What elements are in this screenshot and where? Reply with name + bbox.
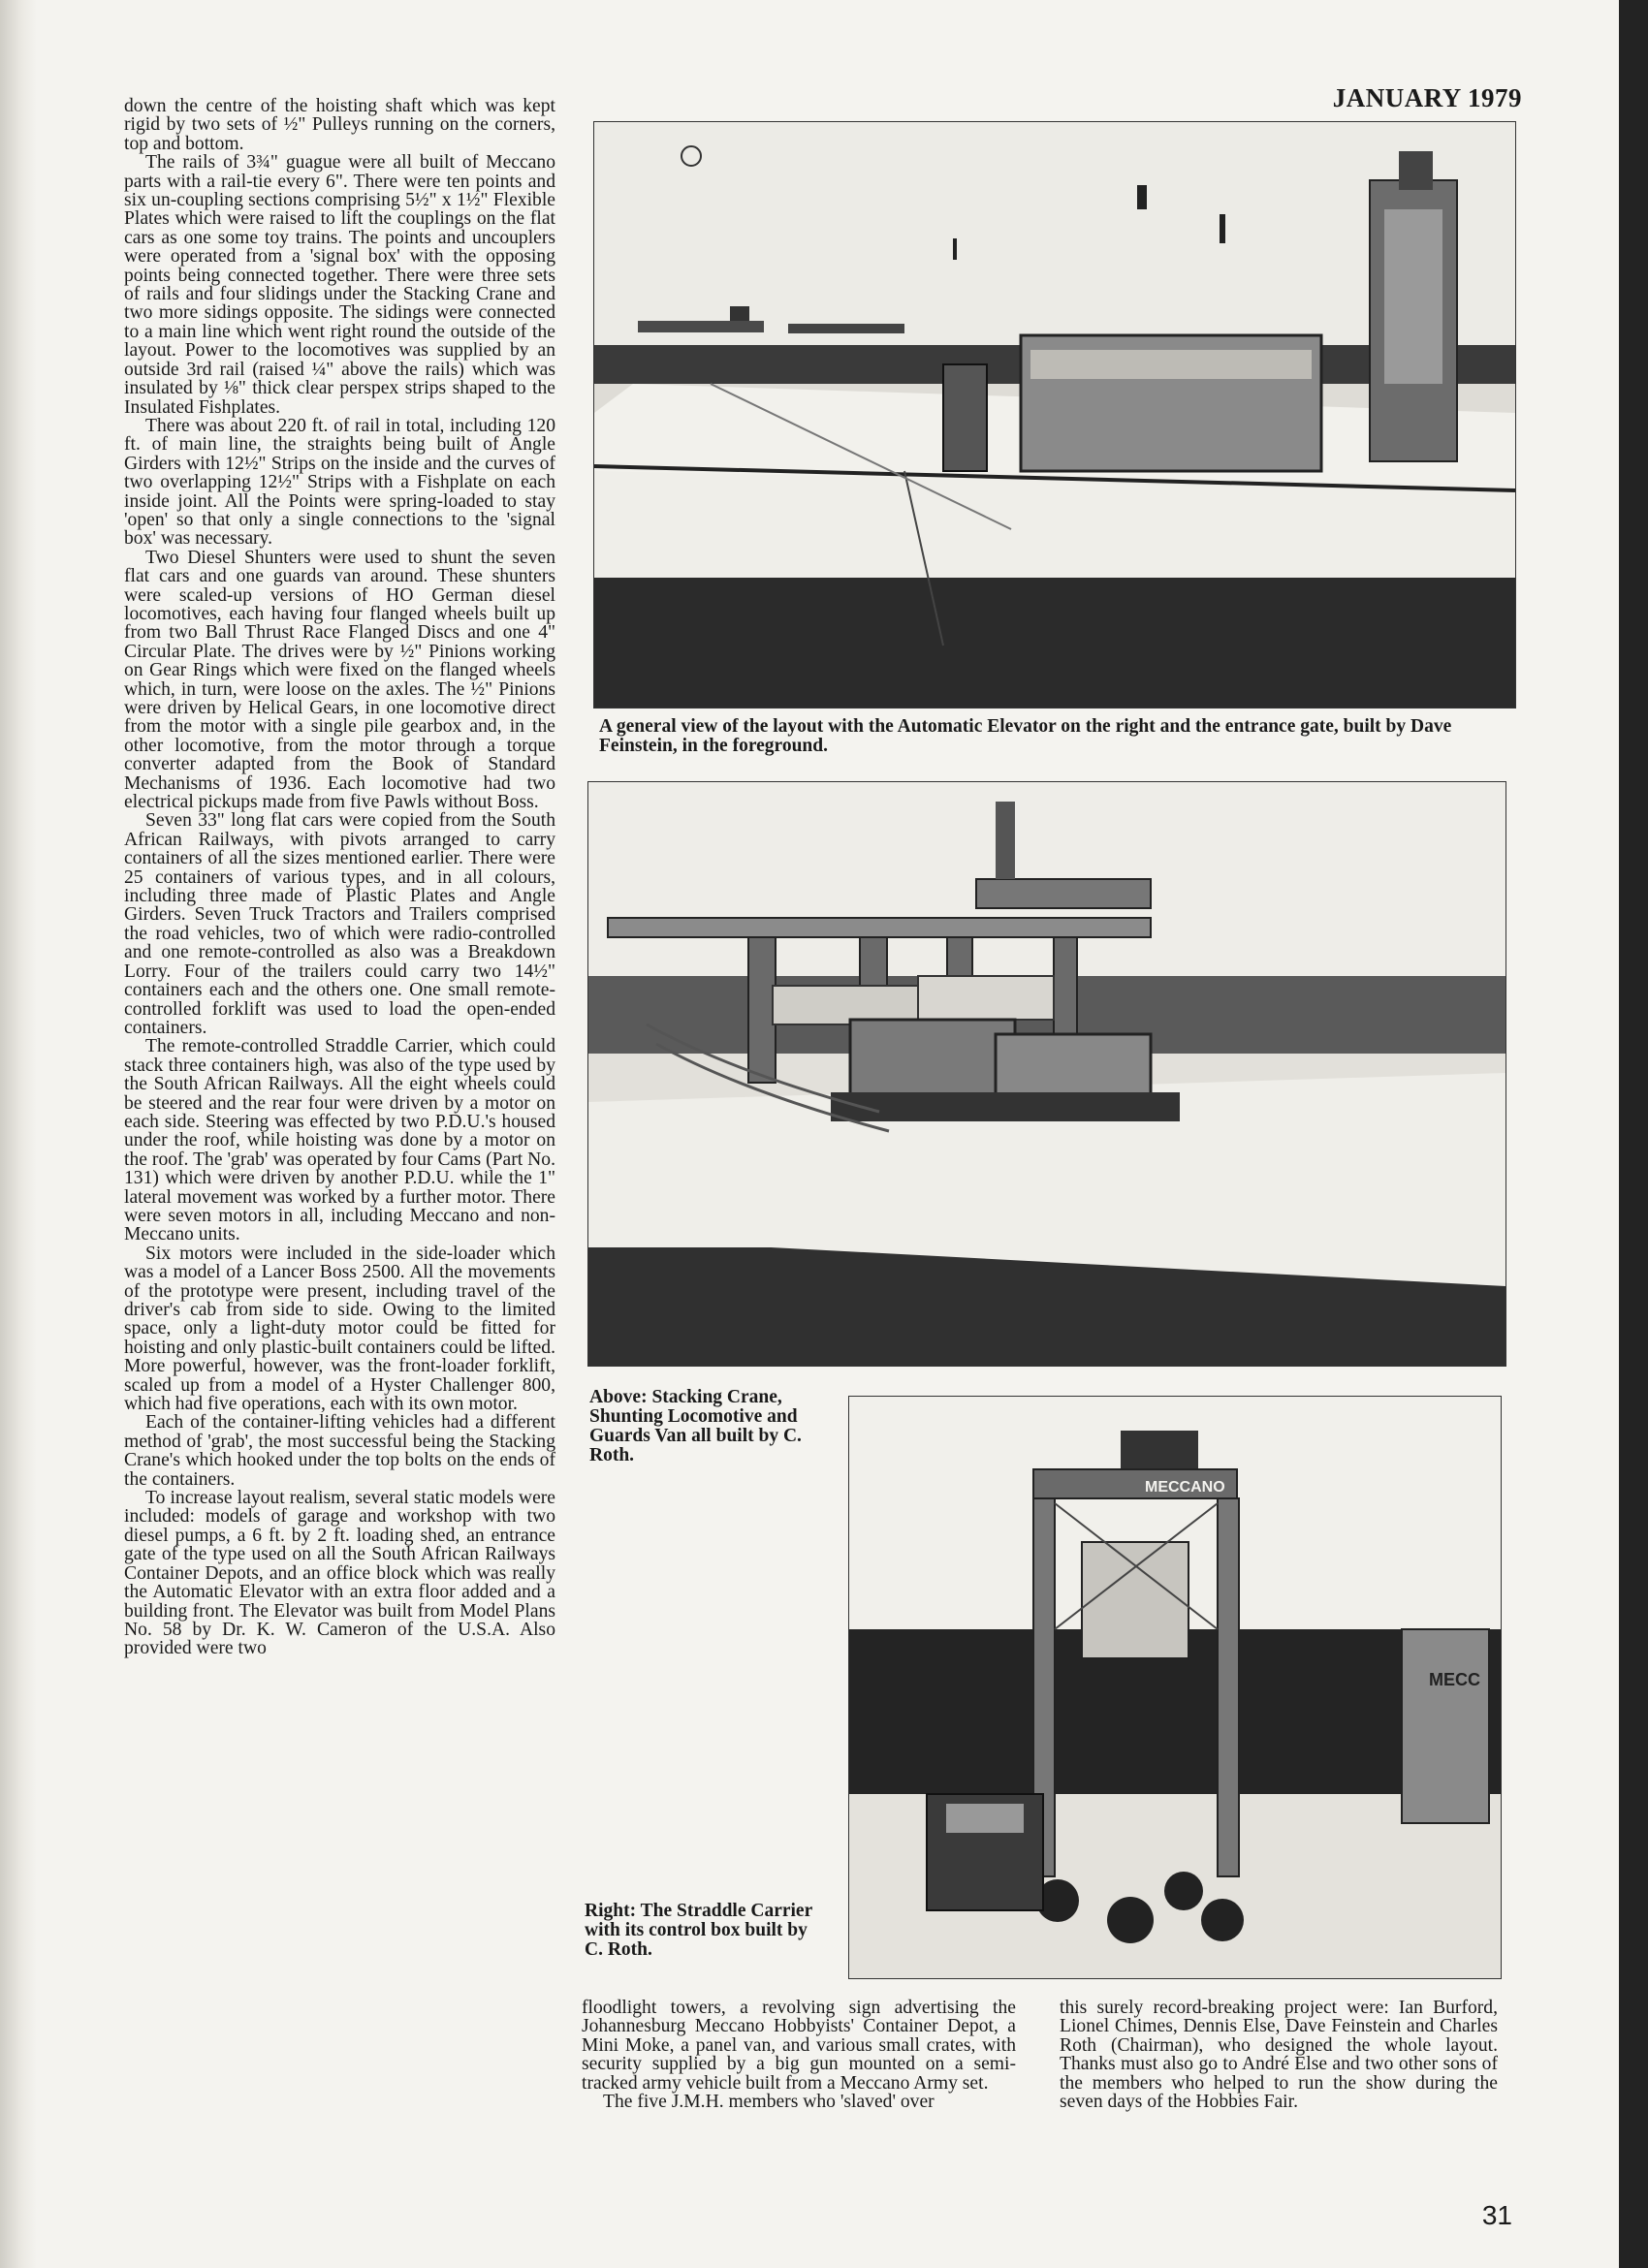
photo-general-view bbox=[593, 121, 1516, 709]
paragraph: floodlight towers, a revolving sign advertising the Johannesburg Meccano Hobbyists' Container Depot, a Mini Moke, a panel van, and various small crates, with security supplied by a big gun mounted on a semi-tracked army vehicle built from a Meccano Army set. bbox=[582, 1999, 1016, 2094]
page-spine-shadow bbox=[0, 0, 37, 2268]
meccano-sign-text: MECCANO bbox=[1145, 1479, 1225, 1496]
paragraph: down the centre of the hoisting shaft which was kept rigid by two sets of ½" Pulleys running on the corners, top and bottom. bbox=[124, 97, 555, 154]
photo-straddle-carrier bbox=[848, 1396, 1502, 1979]
article-column-right bbox=[1060, 1999, 1498, 2154]
article-column-middle bbox=[582, 1999, 1016, 2154]
paragraph: To increase layout realism, several static models were included: models of garage and workshop with two diesel pumps, a 6 ft. by 2 ft. loading shed, an entrance gate of the type used on all the South African Railways Container Depots, and an office block which was really the Automatic Elevator with an extra floor added and a building front. The Elevator was built from Model Plans No. 58 by Dr. K. W. Cameron of the U.S.A. Also provided were two bbox=[124, 1488, 555, 1659]
photo-stacking-crane bbox=[587, 781, 1506, 1367]
paragraph: Six motors were included in the side-loader which was a model of a Lancer Boss 2500. All the movements of the prototype were present, including travel of the driver's cab from side to side. Owing to the limited space, only a light-duty motor could be fitted for hoisting and only plastic-built containers could be lifted. More powerful, however, was the front-loader forklift, scaled up from a model of a Hyster Challenger 800, which had five operations, each with its own motor. bbox=[124, 1243, 555, 1415]
paragraph: The remote-controlled Straddle Carrier, which could stack three containers high, was also of the type used by the South African Railways. All the eight wheels could be steered and the rear four were driven by a motor on each side. Steering was effected by two P.D.U.'s housed under the roof, while hoisting was done by a motor on the roof. The 'grab' was operated by four Cams (Part No. 131) which were driven by another P.D.U. while the 1" lateral movement was worked by a further motor. There were seven motors in all, including Meccano and non-Meccano units. bbox=[124, 1036, 555, 1245]
caption-stacking-crane: Above: Stacking Crane, Shunting Locomotive and Guards Van all built by C. Roth. bbox=[589, 1387, 802, 1465]
paragraph: The rails of 3¾" guague were all built of Meccano parts with a rail-tie every 6". There were ten points and six un-coupling sections comprising 5½" x 1½" Flexible Plates which were raised to lift the couplings on the flat cars as one some toy trains. The points and uncouplers were operated from a 'signal box' with the opposing points being connected together. There were three sets of rails and four slidings under the Stacking Crane and two more sidings opposite. The sidings were connected to a main line which went right round the outside of the layout. Power to the locomotives was supplied by an outside 3rd rail (raised ¼" above the rails) which was insulated by ⅛" thick clear perspex strips shaped to the Insulated Fishplates. bbox=[124, 152, 555, 418]
paragraph: There was about 220 ft. of rail in total, including 120 ft. of main line, the straights being built of Angle Girders with 12½" Strips on the inside and the curves of two overlapping 12½" Strips with a Fishplate on each inside joint. All the Points were spring-loaded to stay 'open' so that only a single connections to the 'signal box' was necessary. bbox=[124, 415, 555, 550]
paragraph: Seven 33" long flat cars were copied from the South African Railways, with pivots arranged to carry containers of all the sizes mentioned earlier. There were 25 containers of various types, and in all colours, including three made of Plastic Plates and Angle Girders. Seven Truck Tractors and Trailers comprised the road vehicles, two of which were radio-controlled and one remote-controlled as also was a Breakdown Lorry. Four of the trailers could carry two 14½" containers each and the others one. One small remote-controlled forklift was used to load the open-ended containers. bbox=[124, 810, 555, 1038]
paragraph: Each of the container-lifting vehicles had a different method of 'grab', the most successful being the Stacking Crane's which hooked under the top bolts on the ends of the containers. bbox=[124, 1412, 555, 1490]
paragraph: The five J.M.H. members who 'slaved' over bbox=[603, 2092, 935, 2113]
article-column-left bbox=[124, 97, 555, 2142]
caption-general-view: A general view of the layout with the Automatic Elevator on the right and the entrance gate, built by Dave Feinstein, in the foreground. bbox=[599, 716, 1452, 756]
paragraph: Two Diesel Shunters were used to shunt the seven flat cars and one guards van around. These shunters were scaled-up versions of HO German diesel locomotives, each having four flanged wheels built up from two Ball Thrust Race Flanged Discs and one 4" Circular Plate. The drives were by ½" Pinions working on Gear Rings which were fixed on the flanged wheels which, in turn, were loose on the axles. The ½" Pinions were driven by Helical Gears, in one locomotive direct from the motor with a single pile gearbox and, in the other locomotive, from the motor through a torque converter adapted from the Book of Standard Mechanisms of 1936. Each locomotive had two electrical pickups made from five Pawls without Boss. bbox=[124, 547, 555, 813]
side-sign-text: MECC bbox=[1429, 1670, 1480, 1689]
page-number: 31 bbox=[1481, 2200, 1512, 2230]
paragraph: this surely record-breaking project were: Ian Burford, Lionel Chimes, Dennis Else, Dave Feinstein and Charles Roth (Chairman), who designed the whole layout. Thanks must also go to André Else and two other sons of the members who helped to run the show during the seven days of the Hobbies Fair. bbox=[1060, 1999, 1498, 2113]
caption-straddle-carrier: Right: The Straddle Carrier with its control box built by C. Roth. bbox=[585, 1901, 812, 1960]
issue-date: JANUARY 1979 bbox=[1332, 83, 1522, 112]
page-edge-dark bbox=[1619, 0, 1648, 2268]
